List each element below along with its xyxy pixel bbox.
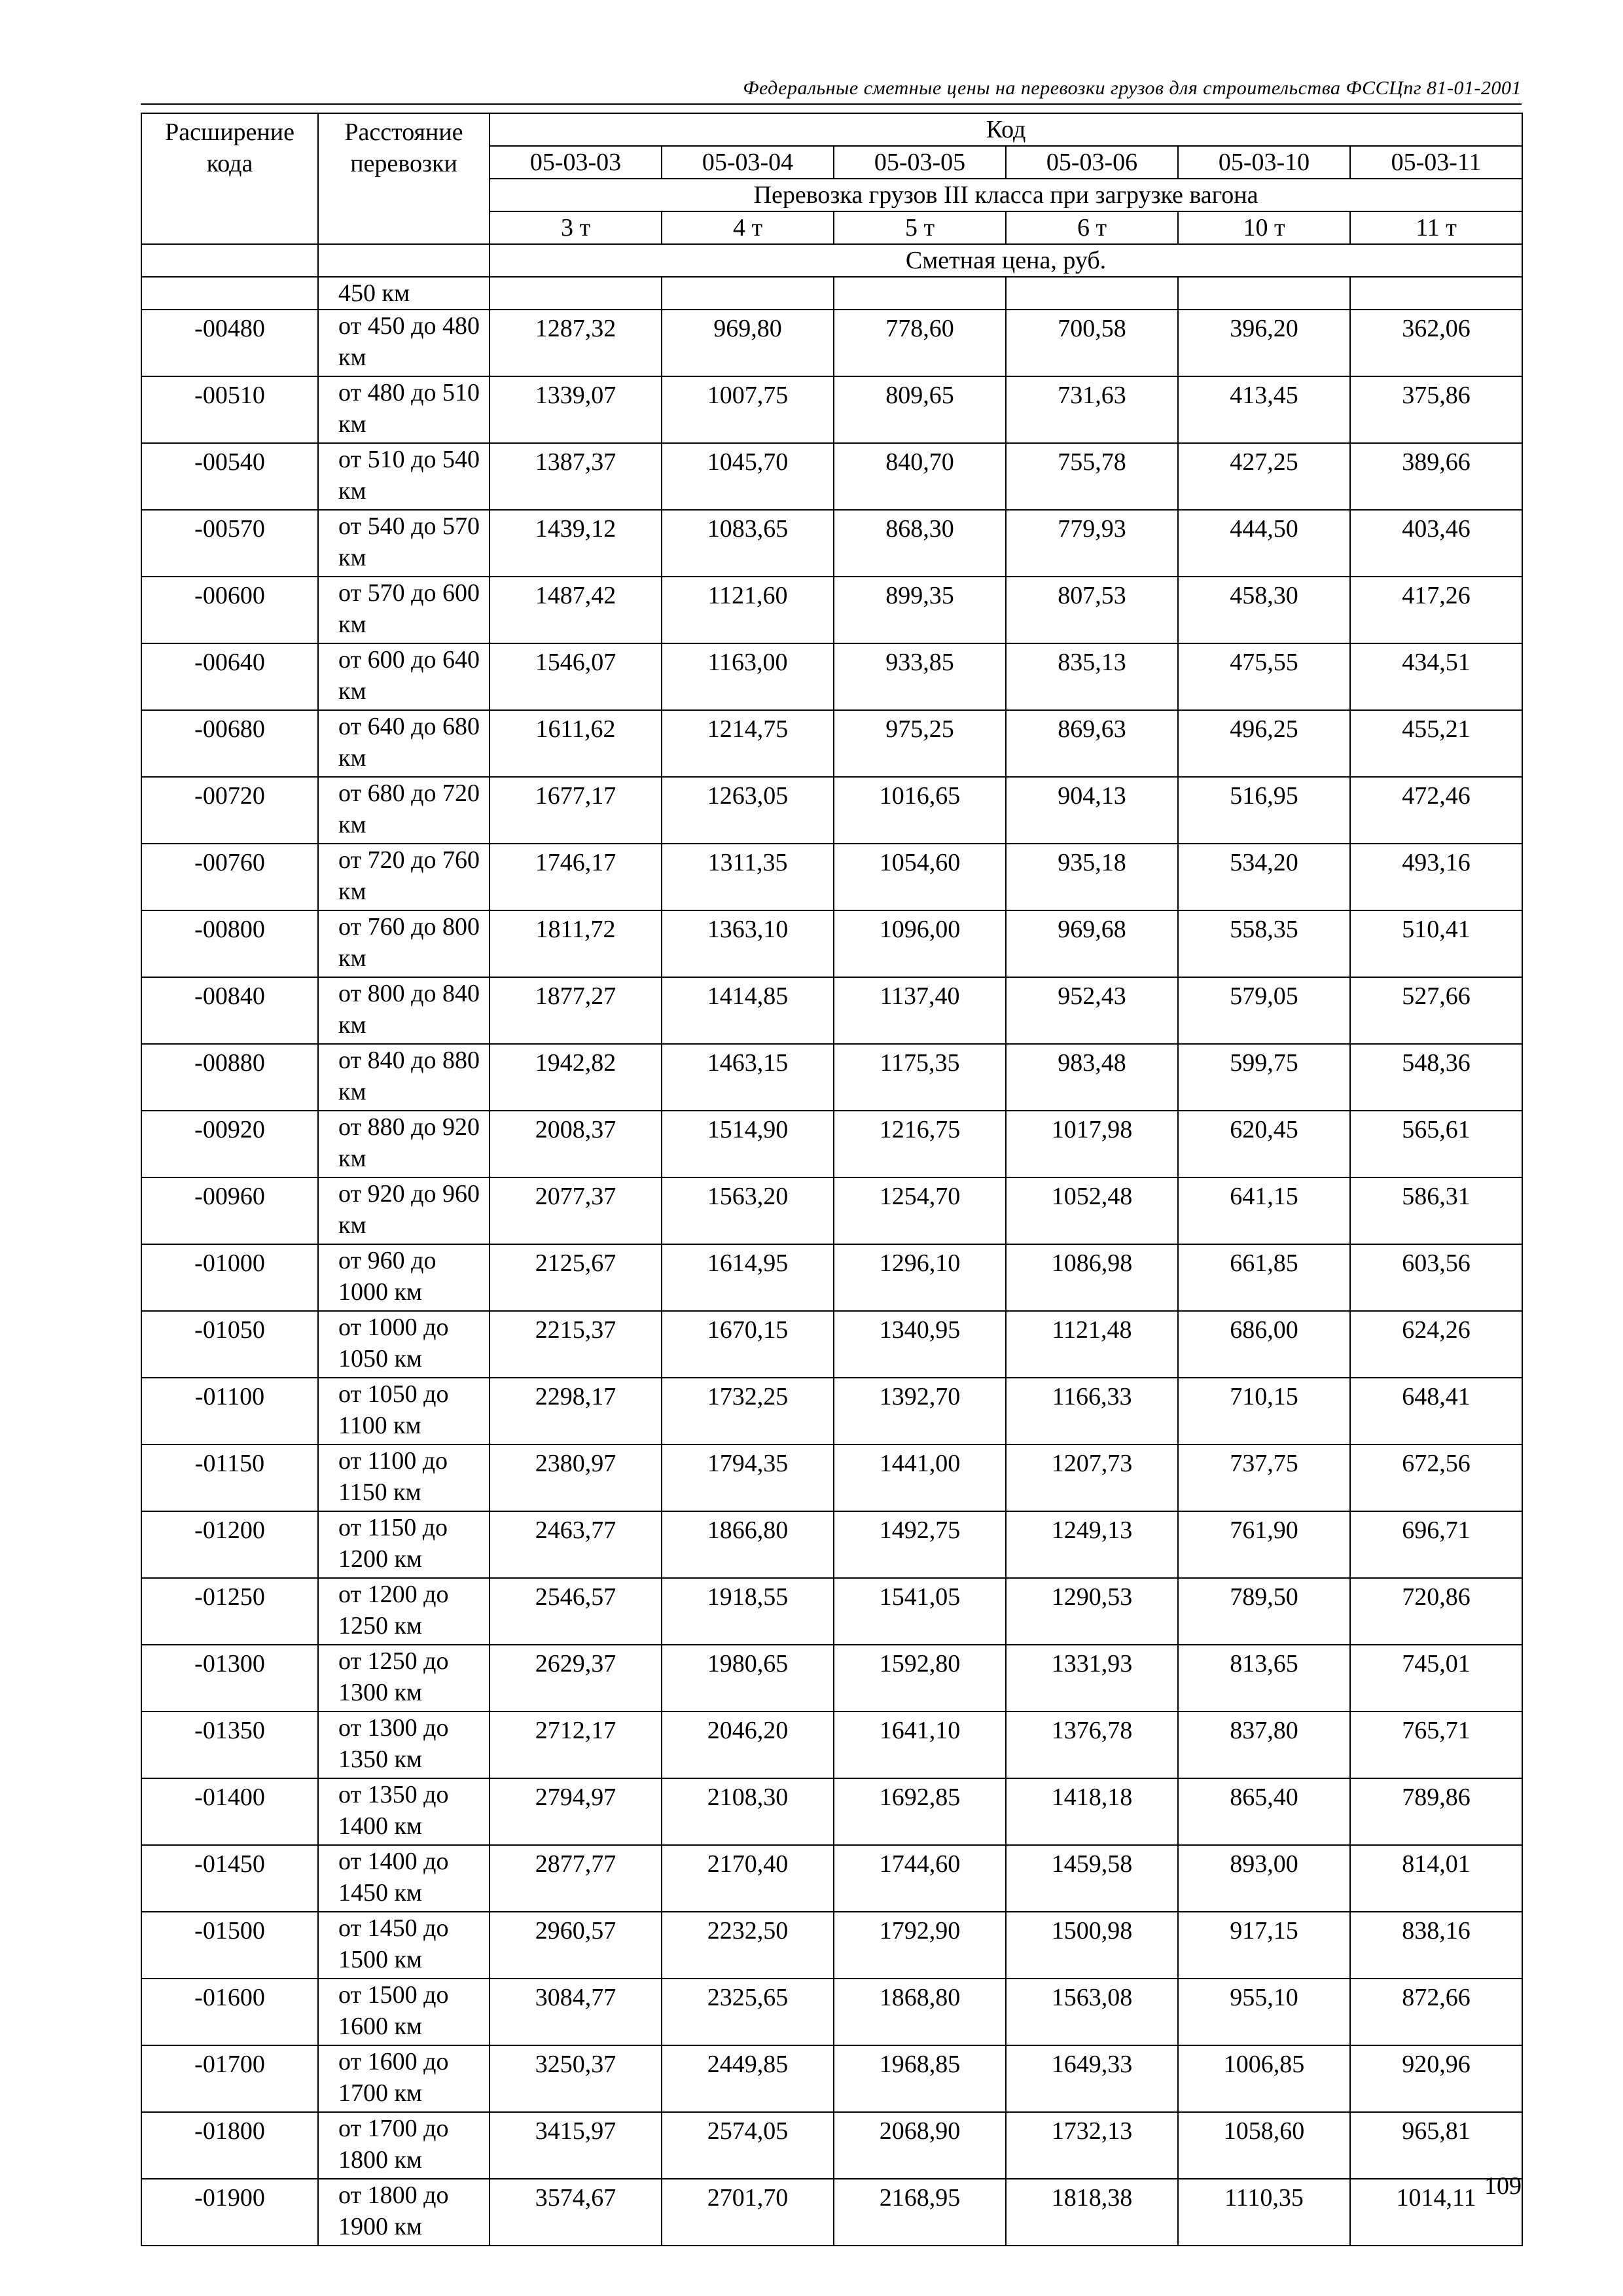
price-cell: 1121,48	[1006, 1311, 1178, 1378]
price-cell: 1096,00	[834, 910, 1006, 977]
col-header-code-value: 05-03-03	[490, 146, 662, 179]
price-cell: 1942,82	[490, 1044, 662, 1111]
distance-cell: от 1400 до 1450 км	[318, 1845, 490, 1912]
table-row	[141, 1444, 1522, 1511]
col-header-cargo-class: Перевозка грузов III класса при загрузке вагона	[490, 179, 1522, 211]
price-cell: 1866,80	[662, 1511, 834, 1578]
price-cell: 710,15	[1178, 1378, 1350, 1444]
table-row	[141, 1778, 1522, 1845]
table-row	[141, 1111, 1522, 1177]
distance-cell: от 570 до 600 км	[318, 577, 490, 643]
price-cell: 2168,95	[834, 2179, 1006, 2246]
price-cell: 1214,75	[662, 710, 834, 777]
price-cell: 1611,62	[490, 710, 662, 777]
price-cell: 835,13	[1006, 643, 1178, 710]
price-cell: 686,00	[1178, 1311, 1350, 1378]
distance-cell: от 1350 до 1400 км	[318, 1778, 490, 1845]
price-cell: 510,41	[1350, 910, 1522, 977]
price-cell: 417,26	[1350, 577, 1522, 643]
price-cell: 493,16	[1350, 844, 1522, 910]
price-cell: 755,78	[1006, 443, 1178, 510]
price-cell: 1290,53	[1006, 1578, 1178, 1645]
code-ext-cell: -01600	[141, 1979, 318, 2045]
code-ext-cell: -00600	[141, 577, 318, 643]
code-ext-cell: -01700	[141, 2045, 318, 2112]
price-cell: 969,68	[1006, 910, 1178, 977]
distance-cell: от 880 до 920 км	[318, 1111, 490, 1177]
price-cell: 1563,20	[662, 1177, 834, 1244]
price-cell: 2794,97	[490, 1778, 662, 1845]
table-cell	[141, 277, 318, 310]
distance-cell: от 840 до 880 км	[318, 1044, 490, 1111]
distance-cell: от 800 до 840 км	[318, 977, 490, 1044]
price-cell: 1487,42	[490, 577, 662, 643]
distance-cell: от 1050 до 1100 км	[318, 1378, 490, 1444]
price-cell: 427,25	[1178, 443, 1350, 510]
price-cell: 2232,50	[662, 1912, 834, 1979]
col-header-code-value: 05-03-10	[1178, 146, 1350, 179]
price-cell: 3574,67	[490, 2179, 662, 2246]
table-row	[141, 844, 1522, 910]
price-cell: 558,35	[1178, 910, 1350, 977]
code-ext-cell: -00680	[141, 710, 318, 777]
price-cell: 1110,35	[1178, 2179, 1350, 2246]
distance-cell: 450 км	[318, 277, 490, 310]
price-cell: 731,63	[1006, 376, 1178, 443]
price-cell: 672,56	[1350, 1444, 1522, 1511]
distance-cell: от 640 до 680 км	[318, 710, 490, 777]
col-header-load: 6 т	[1006, 211, 1178, 244]
price-cell: 434,51	[1350, 643, 1522, 710]
code-ext-cell: -00510	[141, 376, 318, 443]
price-cell: 1296,10	[834, 1244, 1006, 1311]
table-row	[141, 1645, 1522, 1712]
price-cell: 2877,77	[490, 1845, 662, 1912]
price-cell: 1492,75	[834, 1511, 1006, 1578]
price-cell: 1363,10	[662, 910, 834, 977]
price-cell: 2629,37	[490, 1645, 662, 1712]
distance-cell: от 1150 до 1200 км	[318, 1511, 490, 1578]
col-header-code: Код	[490, 113, 1522, 146]
price-cell: 2046,20	[662, 1712, 834, 1778]
col-header-load: 3 т	[490, 211, 662, 244]
table-body	[141, 277, 1522, 2246]
table-row	[141, 910, 1522, 977]
code-ext-cell: -01250	[141, 1578, 318, 1645]
price-cell: 1207,73	[1006, 1444, 1178, 1511]
table-row	[141, 1511, 1522, 1578]
price-cell: 2380,97	[490, 1444, 662, 1511]
price-cell: 1500,98	[1006, 1912, 1178, 1979]
price-cell: 2546,57	[490, 1578, 662, 1645]
table-row	[141, 1912, 1522, 1979]
distance-cell: от 1100 до 1150 км	[318, 1444, 490, 1511]
distance-cell: от 1700 до 1800 км	[318, 2112, 490, 2179]
price-cell: 838,16	[1350, 1912, 1522, 1979]
distance-cell: от 510 до 540 км	[318, 443, 490, 510]
table-cell	[834, 277, 1006, 310]
price-cell: 1670,15	[662, 1311, 834, 1378]
price-cell: 837,80	[1178, 1712, 1350, 1778]
table-row	[141, 1044, 1522, 1111]
price-cell: 455,21	[1350, 710, 1522, 777]
distance-cell: от 540 до 570 км	[318, 510, 490, 577]
price-cell: 362,06	[1350, 310, 1522, 376]
code-ext-cell: -01400	[141, 1778, 318, 1845]
price-cell: 599,75	[1178, 1044, 1350, 1111]
price-cell: 458,30	[1178, 577, 1350, 643]
price-cell: 1376,78	[1006, 1712, 1178, 1778]
price-cell: 1054,60	[834, 844, 1006, 910]
price-cell: 1340,95	[834, 1311, 1006, 1378]
running-header: Федеральные сметные цены на перевозки грузов для строительства ФССЦпг 81-01-2001	[743, 77, 1522, 99]
price-cell: 375,86	[1350, 376, 1522, 443]
price-cell: 403,46	[1350, 510, 1522, 577]
price-cell: 1546,07	[490, 643, 662, 710]
code-ext-cell: -01050	[141, 1311, 318, 1378]
price-cell: 975,25	[834, 710, 1006, 777]
distance-cell: от 1200 до 1250 км	[318, 1578, 490, 1645]
price-cell: 1811,72	[490, 910, 662, 977]
table-header	[141, 113, 1522, 277]
price-cell: 1794,35	[662, 1444, 834, 1511]
price-cell: 389,66	[1350, 443, 1522, 510]
col-header-code-value: 05-03-11	[1350, 146, 1522, 179]
price-cell: 1868,80	[834, 1979, 1006, 2045]
price-cell: 1163,00	[662, 643, 834, 710]
distance-cell: от 920 до 960 км	[318, 1177, 490, 1244]
distance-cell: от 450 до 480 км	[318, 310, 490, 376]
price-cell: 789,50	[1178, 1578, 1350, 1645]
col-header-unit: Сметная цена, руб.	[490, 244, 1522, 277]
distance-cell: от 1600 до 1700 км	[318, 2045, 490, 2112]
price-cell: 516,95	[1178, 777, 1350, 844]
code-ext-cell: -00540	[141, 443, 318, 510]
price-cell: 1254,70	[834, 1177, 1006, 1244]
price-cell: 955,10	[1178, 1979, 1350, 2045]
code-ext-cell: -01300	[141, 1645, 318, 1712]
price-cell: 1614,95	[662, 1244, 834, 1311]
code-ext-cell: -01900	[141, 2179, 318, 2246]
code-ext-cell: -01200	[141, 1511, 318, 1578]
code-ext-cell: -00720	[141, 777, 318, 844]
col-header-load: 5 т	[834, 211, 1006, 244]
distance-cell: от 760 до 800 км	[318, 910, 490, 977]
price-cell: 1746,17	[490, 844, 662, 910]
price-cell: 1083,65	[662, 510, 834, 577]
price-cell: 904,13	[1006, 777, 1178, 844]
price-cell: 1287,32	[490, 310, 662, 376]
col-header-code-value: 05-03-06	[1006, 146, 1178, 179]
col-header-code-value: 05-03-04	[662, 146, 834, 179]
price-cell: 1006,85	[1178, 2045, 1350, 2112]
price-cell: 1311,35	[662, 844, 834, 910]
price-cell: 893,00	[1178, 1845, 1350, 1912]
table-row	[141, 376, 1522, 443]
price-cell: 1331,93	[1006, 1645, 1178, 1712]
price-cell: 2215,37	[490, 1311, 662, 1378]
price-cell: 765,71	[1350, 1712, 1522, 1778]
price-cell: 1016,65	[834, 777, 1006, 844]
price-cell: 648,41	[1350, 1378, 1522, 1444]
table-row	[141, 2112, 1522, 2179]
table-row	[141, 777, 1522, 844]
price-cell: 2701,70	[662, 2179, 834, 2246]
price-cell: 527,66	[1350, 977, 1522, 1044]
price-cell: 1052,48	[1006, 1177, 1178, 1244]
price-cell: 472,46	[1350, 777, 1522, 844]
price-cell: 1677,17	[490, 777, 662, 844]
price-cell: 814,01	[1350, 1845, 1522, 1912]
price-cell: 1339,07	[490, 376, 662, 443]
price-cell: 1744,60	[834, 1845, 1006, 1912]
price-cell: 534,20	[1178, 844, 1350, 910]
distance-cell: от 1000 до 1050 км	[318, 1311, 490, 1378]
price-cell: 840,70	[834, 443, 1006, 510]
price-cell: 3250,37	[490, 2045, 662, 2112]
table-cell	[490, 277, 662, 310]
price-cell: 1918,55	[662, 1578, 834, 1645]
price-cell: 1045,70	[662, 443, 834, 510]
price-cell: 778,60	[834, 310, 1006, 376]
price-cell: 1514,90	[662, 1111, 834, 1177]
price-cell: 868,30	[834, 510, 1006, 577]
code-ext-cell: -00880	[141, 1044, 318, 1111]
price-cell: 1818,38	[1006, 2179, 1178, 2246]
table-row	[141, 1845, 1522, 1912]
price-cell: 809,65	[834, 376, 1006, 443]
price-cell: 1249,13	[1006, 1511, 1178, 1578]
price-cell: 1014,11	[1350, 2179, 1522, 2246]
price-cell: 917,15	[1178, 1912, 1350, 1979]
table-row	[141, 510, 1522, 577]
price-cell: 1641,10	[834, 1712, 1006, 1778]
col-header-load: 4 т	[662, 211, 834, 244]
price-cell: 789,86	[1350, 1778, 1522, 1845]
price-cell: 496,25	[1178, 710, 1350, 777]
price-cell: 952,43	[1006, 977, 1178, 1044]
price-cell: 899,35	[834, 577, 1006, 643]
table-row	[141, 577, 1522, 643]
price-cell: 779,93	[1006, 510, 1178, 577]
table-row	[141, 1378, 1522, 1444]
col-header-code-value: 05-03-05	[834, 146, 1006, 179]
price-cell: 1459,58	[1006, 1845, 1178, 1912]
price-cell: 761,90	[1178, 1511, 1350, 1578]
price-cell: 1592,80	[834, 1645, 1006, 1712]
price-cell: 565,61	[1350, 1111, 1522, 1177]
price-cell: 2125,67	[490, 1244, 662, 1311]
code-ext-cell: -00840	[141, 977, 318, 1044]
price-cell: 920,96	[1350, 2045, 1522, 2112]
price-cell: 641,15	[1178, 1177, 1350, 1244]
distance-cell: от 1500 до 1600 км	[318, 1979, 490, 2045]
price-cell: 696,71	[1350, 1511, 1522, 1578]
price-cell: 579,05	[1178, 977, 1350, 1044]
price-cell: 1216,75	[834, 1111, 1006, 1177]
code-ext-cell: -00570	[141, 510, 318, 577]
distance-cell: от 1250 до 1300 км	[318, 1645, 490, 1712]
price-cell: 2008,37	[490, 1111, 662, 1177]
table-row	[141, 1578, 1522, 1645]
price-cell: 2068,90	[834, 2112, 1006, 2179]
header-rule	[141, 103, 1522, 105]
code-ext-cell: -00800	[141, 910, 318, 977]
table-row	[141, 2045, 1522, 2112]
table-row	[141, 643, 1522, 710]
price-cell: 2298,17	[490, 1378, 662, 1444]
code-ext-cell: -01500	[141, 1912, 318, 1979]
price-cell: 933,85	[834, 643, 1006, 710]
price-cell: 2574,05	[662, 2112, 834, 2179]
table-row-continuation	[141, 277, 1522, 310]
table-cell	[1006, 277, 1178, 310]
table-cell	[662, 277, 834, 310]
price-cell: 1980,65	[662, 1645, 834, 1712]
price-cell: 872,66	[1350, 1979, 1522, 2045]
price-cell: 620,45	[1178, 1111, 1350, 1177]
distance-cell: от 680 до 720 км	[318, 777, 490, 844]
price-cell: 1121,60	[662, 577, 834, 643]
distance-cell: от 600 до 640 км	[318, 643, 490, 710]
price-cell: 2325,65	[662, 1979, 834, 2045]
price-cell: 869,63	[1006, 710, 1178, 777]
col-header-load: 11 т	[1350, 211, 1522, 244]
price-cell: 2463,77	[490, 1511, 662, 1578]
price-cell: 745,01	[1350, 1645, 1522, 1712]
price-cell: 1692,85	[834, 1778, 1006, 1845]
code-ext-cell: -01000	[141, 1244, 318, 1311]
price-cell: 1441,00	[834, 1444, 1006, 1511]
price-cell: 1137,40	[834, 977, 1006, 1044]
price-cell: 983,48	[1006, 1044, 1178, 1111]
price-cell: 603,56	[1350, 1244, 1522, 1311]
table-row	[141, 1979, 1522, 2045]
price-cell: 1732,25	[662, 1378, 834, 1444]
col-header-load: 10 т	[1178, 211, 1350, 244]
price-table	[141, 113, 1523, 2246]
price-cell: 1387,37	[490, 443, 662, 510]
price-cell: 865,40	[1178, 1778, 1350, 1845]
price-cell: 1414,85	[662, 977, 834, 1044]
price-cell: 1392,70	[834, 1378, 1006, 1444]
price-cell: 396,20	[1178, 310, 1350, 376]
price-cell: 1732,13	[1006, 2112, 1178, 2179]
col-header-blank	[318, 244, 490, 277]
price-cell: 586,31	[1350, 1177, 1522, 1244]
price-cell: 3084,77	[490, 1979, 662, 2045]
table-row	[141, 1311, 1522, 1378]
table-row	[141, 2179, 1522, 2246]
code-ext-cell: -00920	[141, 1111, 318, 1177]
price-cell: 737,75	[1178, 1444, 1350, 1511]
code-ext-cell: -01800	[141, 2112, 318, 2179]
distance-cell: от 1300 до 1350 км	[318, 1712, 490, 1778]
distance-cell: от 720 до 760 км	[318, 844, 490, 910]
col-header-code-ext: Расширение кода	[141, 113, 318, 244]
code-ext-cell: -00640	[141, 643, 318, 710]
price-cell: 965,81	[1350, 2112, 1522, 2179]
price-cell: 813,65	[1178, 1645, 1350, 1712]
table-row	[141, 710, 1522, 777]
col-header-distance: Расстояние перевозки	[318, 113, 490, 244]
price-cell: 1017,98	[1006, 1111, 1178, 1177]
table-row	[141, 1712, 1522, 1778]
price-cell: 1563,08	[1006, 1979, 1178, 2045]
price-cell: 624,26	[1350, 1311, 1522, 1378]
table-row	[141, 443, 1522, 510]
price-cell: 3415,97	[490, 2112, 662, 2179]
price-cell: 700,58	[1006, 310, 1178, 376]
price-cell: 1463,15	[662, 1044, 834, 1111]
table-row	[141, 977, 1522, 1044]
price-cell: 2170,40	[662, 1845, 834, 1912]
price-cell: 969,80	[662, 310, 834, 376]
code-ext-cell: -01450	[141, 1845, 318, 1912]
distance-cell: от 1800 до 1900 км	[318, 2179, 490, 2246]
price-cell: 2108,30	[662, 1778, 834, 1845]
distance-cell: от 960 до 1000 км	[318, 1244, 490, 1311]
distance-cell: от 480 до 510 км	[318, 376, 490, 443]
table-cell	[1350, 277, 1522, 310]
page-number: 109	[1484, 2172, 1522, 2200]
col-header-blank	[141, 244, 318, 277]
code-ext-cell: -00760	[141, 844, 318, 910]
code-ext-cell: -01350	[141, 1712, 318, 1778]
price-cell: 935,18	[1006, 844, 1178, 910]
price-cell: 2712,17	[490, 1712, 662, 1778]
price-cell: 2449,85	[662, 2045, 834, 2112]
table-cell	[1178, 277, 1350, 310]
price-cell: 1007,75	[662, 376, 834, 443]
code-ext-cell: -00960	[141, 1177, 318, 1244]
price-cell: 1877,27	[490, 977, 662, 1044]
price-cell: 1058,60	[1178, 2112, 1350, 2179]
price-cell: 1166,33	[1006, 1378, 1178, 1444]
code-ext-cell: -01100	[141, 1378, 318, 1444]
price-cell: 548,36	[1350, 1044, 1522, 1111]
price-cell: 1086,98	[1006, 1244, 1178, 1311]
price-cell: 661,85	[1178, 1244, 1350, 1311]
price-cell: 1439,12	[490, 510, 662, 577]
price-cell: 413,45	[1178, 376, 1350, 443]
code-ext-cell: -01150	[141, 1444, 318, 1511]
price-cell: 1649,33	[1006, 2045, 1178, 2112]
table-row	[141, 1244, 1522, 1311]
price-cell: 1541,05	[834, 1578, 1006, 1645]
price-cell: 2077,37	[490, 1177, 662, 1244]
price-cell: 1968,85	[834, 2045, 1006, 2112]
table-row	[141, 310, 1522, 376]
price-cell: 475,55	[1178, 643, 1350, 710]
price-cell: 1175,35	[834, 1044, 1006, 1111]
price-cell: 807,53	[1006, 577, 1178, 643]
code-ext-cell: -00480	[141, 310, 318, 376]
price-cell: 1263,05	[662, 777, 834, 844]
price-cell: 720,86	[1350, 1578, 1522, 1645]
price-cell: 2960,57	[490, 1912, 662, 1979]
table-row	[141, 1177, 1522, 1244]
price-cell: 444,50	[1178, 510, 1350, 577]
price-cell: 1792,90	[834, 1912, 1006, 1979]
price-cell: 1418,18	[1006, 1778, 1178, 1845]
distance-cell: от 1450 до 1500 км	[318, 1912, 490, 1979]
